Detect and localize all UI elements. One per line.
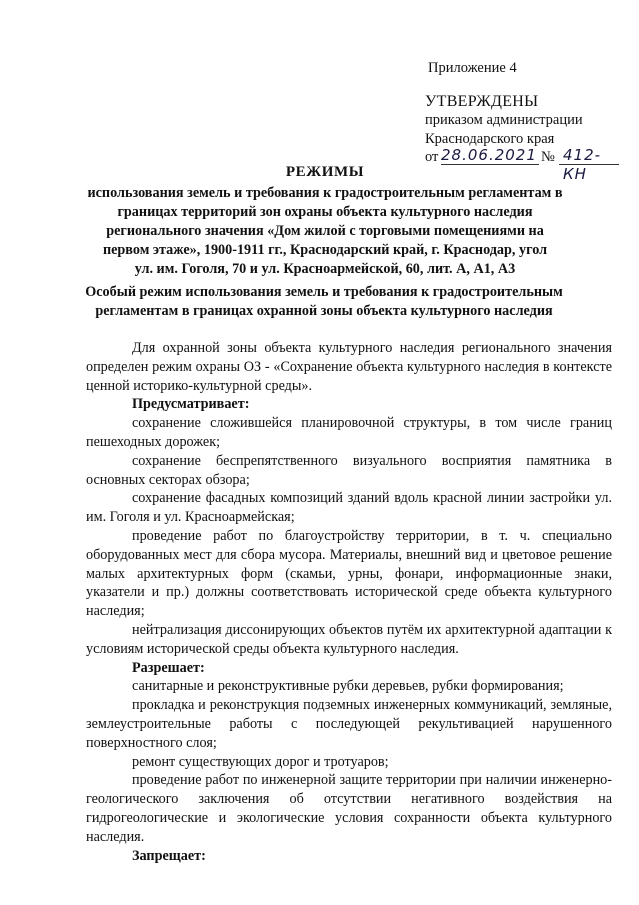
title-line: первом этаже», 1900-1911 гг., Краснодарский край, г. Краснодар, угол <box>102 242 548 258</box>
handwritten-number: 412-КН <box>563 146 602 183</box>
approval-block <box>425 93 602 183</box>
approved-number-label: № <box>541 149 555 165</box>
permits-item: прокладка и реконструкция подземных инженерных коммуникаций, земляные, землеустроительные работы с последующей рекультивацией нарушенного поверхностного слоя; <box>86 697 612 751</box>
provides-item: сохранение беспрепятственного визуального восприятия памятника в основных секторах обзора; <box>86 452 612 488</box>
subtitle-line: регламентам в границах охранной зоны объекта культурного наследия <box>95 303 553 319</box>
prohibits-heading: Запрещает: <box>132 847 206 864</box>
title-main: РЕЖИМЫ <box>285 164 365 180</box>
permits-item: санитарные и реконструктивные рубки деревьев, рубки формирования; <box>132 678 564 695</box>
approved-from-label: от <box>425 149 439 165</box>
permits-item: ремонт существующих дорог и тротуаров; <box>132 753 389 770</box>
title-line: регионального значения «Дом жилой с торговыми помещениями на <box>106 223 544 239</box>
subtitle-line: Особый режим использования земель и требования к градостроительным <box>85 284 563 300</box>
section-subtitle <box>82 283 566 321</box>
approved-title: УТВЕРЖДЕНЫ <box>425 93 539 110</box>
provides-heading: Предусматривает: <box>132 396 250 413</box>
title-line: использования земель и требования к градостроительным регламентам в <box>87 185 563 201</box>
intro-paragraph: Для охранной зоны объекта культурного наследия регионального значения определен режим охраны ОЗ - «Сохранение объекта культурного наследия в контексте ценной историко-культурной среды». <box>86 340 612 394</box>
provides-item: сохранение сложившейся планировочной структуры, в том числе границ пешеходных дорожек; <box>86 415 612 450</box>
document-title <box>80 163 570 279</box>
permits-heading: Разрешает: <box>132 659 205 676</box>
provides-item: нейтрализация диссонирующих объектов путём их архитектурной адаптации к условиям исторической среды объекта культурного наследия. <box>86 621 612 657</box>
approved-line-2: Краснодарского края <box>425 130 555 147</box>
title-line: границах территорий зон охраны объекта культурного наследия <box>117 204 533 220</box>
handwritten-date: 28.06.2021 <box>441 146 537 164</box>
approved-line-1: приказом администрации <box>425 112 583 128</box>
appendix-label: Приложение 4 <box>428 60 517 76</box>
permits-item: проведение работ по инженерной защите территории при наличии инженерно-геологического заключения об отсутствии негативного воздействия на гидрогеологические и экологические условия сохранности объекта культурного наследия. <box>86 772 612 845</box>
provides-item: проведение работ по благоустройству территории, в т. ч. специально оборудованных мест для сбора мусора. Материалы, внешний вид и цветовое решение малых архитектурных форм (скамьи, урны, фонари, информационные знаки, указатели и пр.) должны соответствовать исторической среде объекта культурного наследия; <box>86 527 612 620</box>
provides-item: сохранение фасадных композиций зданий вдоль красной линии застройки ул. им. Гоголя и ул. Красноармейская; <box>86 490 612 526</box>
document-body <box>86 339 612 865</box>
title-line: ул. им. Гоголя, 70 и ул. Красноармейской, 60, лит. А, А1, А3 <box>134 261 516 277</box>
